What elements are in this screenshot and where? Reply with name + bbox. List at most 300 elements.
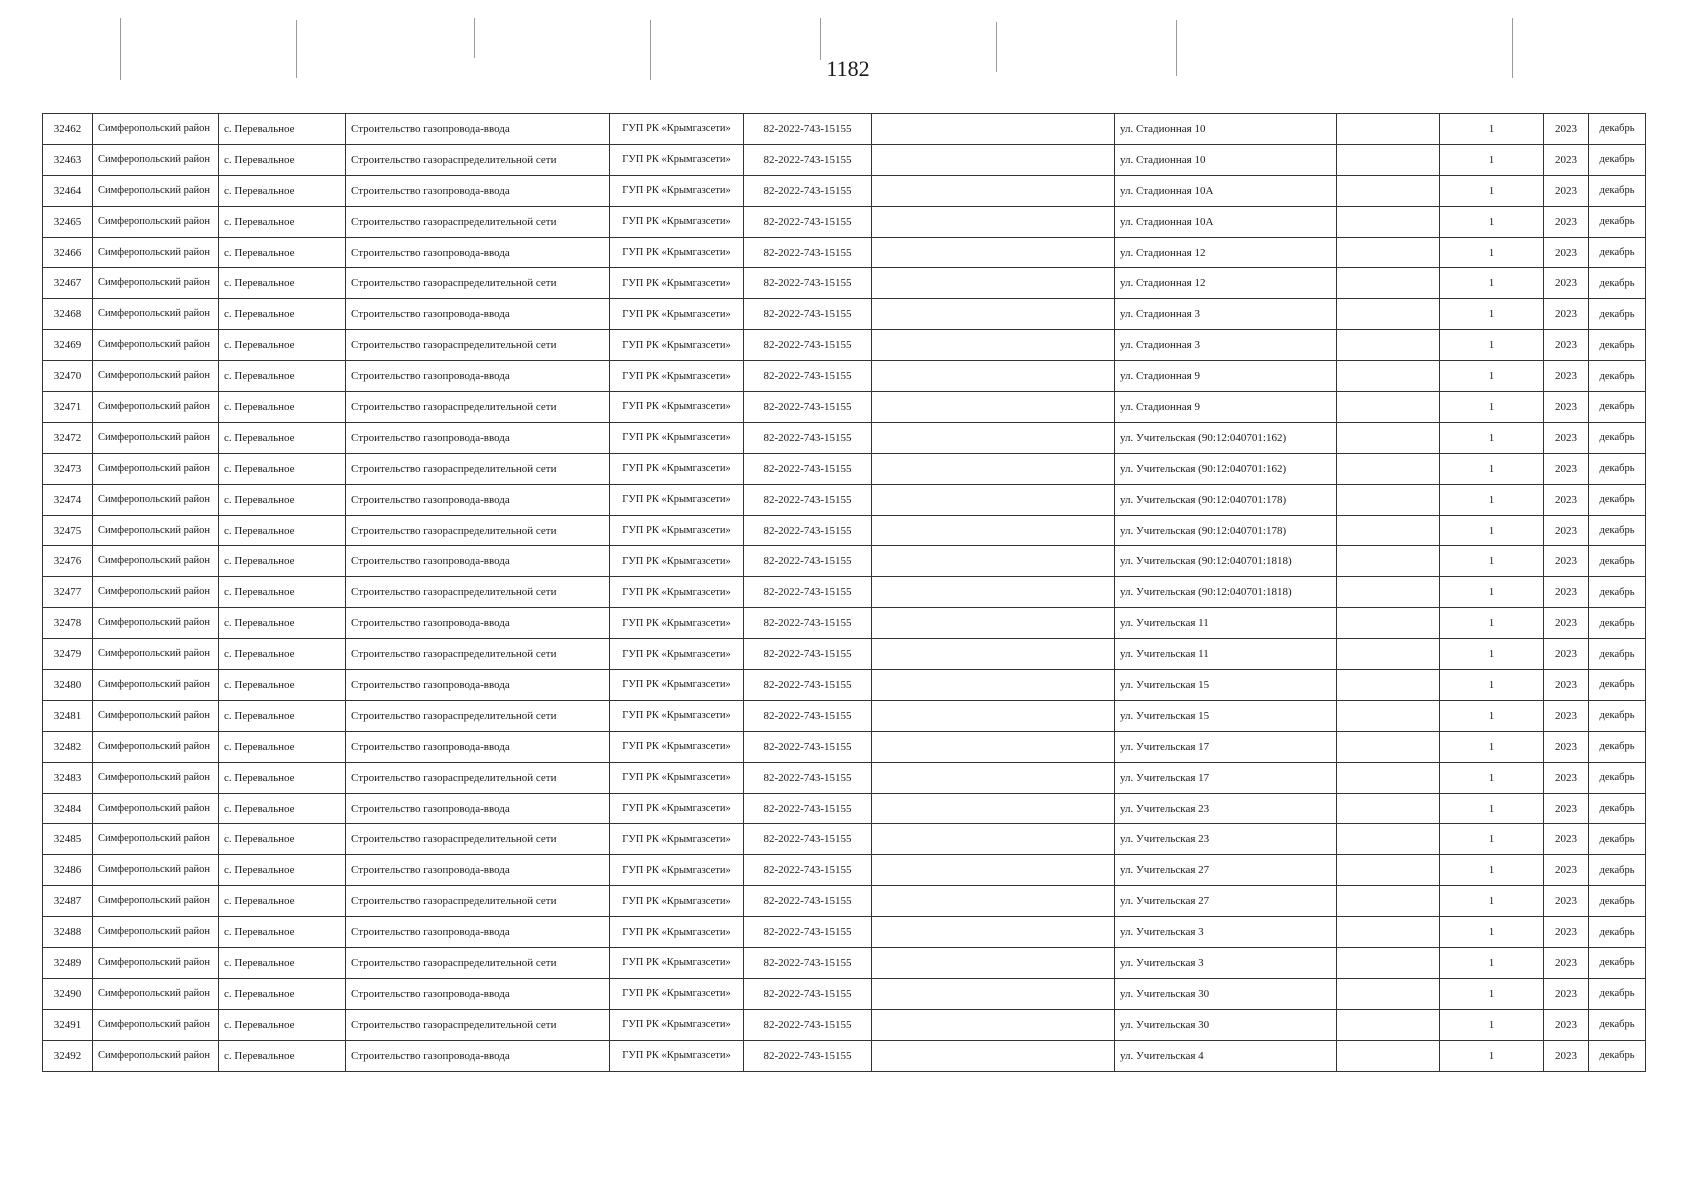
organization-cell: ГУП РК «Крымгазсети» — [610, 608, 744, 639]
year-cell: 2023 — [1544, 978, 1589, 1009]
settlement-cell: с. Перевальное — [219, 392, 346, 423]
year-cell: 2023 — [1544, 700, 1589, 731]
month-cell: декабрь — [1589, 453, 1646, 484]
table-row — [43, 114, 1696, 145]
district-cell: Симферопольский район — [93, 268, 219, 299]
project-code-cell: 82-2022-743-15155 — [744, 824, 872, 855]
address-cell: ул. Стадионная 9 — [1115, 361, 1337, 392]
empty-cell — [872, 978, 1115, 1009]
empty-cell — [1337, 855, 1440, 886]
work-type-cell: Строительство газопровода-ввода — [346, 546, 610, 577]
empty-cell — [872, 793, 1115, 824]
empty-cell — [1337, 824, 1440, 855]
year-cell: 2023 — [1544, 608, 1589, 639]
year-cell: 2023 — [1544, 762, 1589, 793]
district-cell: Симферопольский район — [93, 1040, 219, 1071]
month-cell: декабрь — [1589, 515, 1646, 546]
organization-cell: ГУП РК «Крымгазсети» — [610, 175, 744, 206]
month-cell: декабрь — [1589, 608, 1646, 639]
settlement-cell: с. Перевальное — [219, 361, 346, 392]
address-cell: ул. Учительская 23 — [1115, 793, 1337, 824]
address-cell: ул. Учительская (90:12:040701:162) — [1115, 422, 1337, 453]
organization-cell: ГУП РК «Крымгазсети» — [610, 886, 744, 917]
table-row — [43, 144, 1696, 175]
table-row — [43, 917, 1696, 948]
month-cell: декабрь — [1589, 422, 1646, 453]
settlement-cell: с. Перевальное — [219, 731, 346, 762]
month-cell: декабрь — [1589, 206, 1646, 237]
project-code-cell: 82-2022-743-15155 — [744, 917, 872, 948]
address-cell: ул. Учительская 11 — [1115, 608, 1337, 639]
quantity-cell: 1 — [1440, 639, 1544, 670]
empty-cell — [1337, 515, 1440, 546]
district-cell: Симферопольский район — [93, 793, 219, 824]
project-code-cell: 82-2022-743-15155 — [744, 299, 872, 330]
row-number: 32488 — [43, 917, 93, 948]
address-cell: ул. Учительская 15 — [1115, 670, 1337, 701]
work-type-cell: Строительство газораспределительной сети — [346, 762, 610, 793]
quantity-cell: 1 — [1440, 206, 1544, 237]
year-cell: 2023 — [1544, 731, 1589, 762]
address-cell: ул. Учительская 27 — [1115, 886, 1337, 917]
empty-cell — [1337, 700, 1440, 731]
work-type-cell: Строительство газораспределительной сети — [346, 948, 610, 979]
table-row — [43, 392, 1696, 423]
month-cell: декабрь — [1589, 917, 1646, 948]
organization-cell: ГУП РК «Крымгазсети» — [610, 484, 744, 515]
district-cell: Симферопольский район — [93, 608, 219, 639]
row-number: 32465 — [43, 206, 93, 237]
settlement-cell: с. Перевальное — [219, 1040, 346, 1071]
month-cell: декабрь — [1589, 577, 1646, 608]
month-cell: декабрь — [1589, 299, 1646, 330]
settlement-cell: с. Перевальное — [219, 175, 346, 206]
organization-cell: ГУП РК «Крымгазсети» — [610, 453, 744, 484]
district-cell: Симферопольский район — [93, 330, 219, 361]
row-number: 32467 — [43, 268, 93, 299]
empty-cell — [1337, 1040, 1440, 1071]
page-number: 1182 — [826, 56, 870, 81]
district-cell: Симферопольский район — [93, 422, 219, 453]
year-cell: 2023 — [1544, 392, 1589, 423]
year-cell: 2023 — [1544, 330, 1589, 361]
settlement-cell: с. Перевальное — [219, 917, 346, 948]
empty-cell — [872, 1040, 1115, 1071]
work-type-cell: Строительство газопровода-ввода — [346, 422, 610, 453]
empty-cell — [872, 237, 1115, 268]
district-cell: Симферопольский район — [93, 392, 219, 423]
district-cell: Симферопольский район — [93, 670, 219, 701]
year-cell: 2023 — [1544, 546, 1589, 577]
month-cell: декабрь — [1589, 144, 1646, 175]
empty-cell — [1337, 886, 1440, 917]
month-cell: декабрь — [1589, 237, 1646, 268]
empty-cell — [872, 608, 1115, 639]
year-cell: 2023 — [1544, 917, 1589, 948]
month-cell: декабрь — [1589, 948, 1646, 979]
settlement-cell: с. Перевальное — [219, 237, 346, 268]
month-cell: декабрь — [1589, 824, 1646, 855]
quantity-cell: 1 — [1440, 1009, 1544, 1040]
empty-cell — [872, 361, 1115, 392]
table-row — [43, 1040, 1696, 1071]
organization-cell: ГУП РК «Крымгазсети» — [610, 577, 744, 608]
empty-cell — [1337, 762, 1440, 793]
work-type-cell: Строительство газораспределительной сети — [346, 639, 610, 670]
organization-cell: ГУП РК «Крымгазсети» — [610, 206, 744, 237]
empty-cell — [872, 824, 1115, 855]
empty-cell — [1337, 731, 1440, 762]
month-cell: декабрь — [1589, 546, 1646, 577]
row-number: 32472 — [43, 422, 93, 453]
address-cell: ул. Учительская 30 — [1115, 978, 1337, 1009]
settlement-cell: с. Перевальное — [219, 1009, 346, 1040]
table-row — [43, 299, 1696, 330]
district-cell: Симферопольский район — [93, 824, 219, 855]
district-cell: Симферопольский район — [93, 855, 219, 886]
district-cell: Симферопольский район — [93, 639, 219, 670]
organization-cell: ГУП РК «Крымгазсети» — [610, 237, 744, 268]
row-number: 32484 — [43, 793, 93, 824]
year-cell: 2023 — [1544, 1009, 1589, 1040]
table-row — [43, 731, 1696, 762]
empty-cell — [872, 917, 1115, 948]
address-cell: ул. Стадионная 12 — [1115, 237, 1337, 268]
row-number: 32481 — [43, 700, 93, 731]
year-cell: 2023 — [1544, 453, 1589, 484]
month-cell: декабрь — [1589, 855, 1646, 886]
year-cell: 2023 — [1544, 948, 1589, 979]
empty-cell — [872, 762, 1115, 793]
empty-cell — [1337, 268, 1440, 299]
empty-cell — [1337, 299, 1440, 330]
row-number: 32486 — [43, 855, 93, 886]
organization-cell: ГУП РК «Крымгазсети» — [610, 1040, 744, 1071]
row-number: 32482 — [43, 731, 93, 762]
empty-cell — [1337, 670, 1440, 701]
quantity-cell: 1 — [1440, 886, 1544, 917]
project-code-cell: 82-2022-743-15155 — [744, 793, 872, 824]
district-cell: Симферопольский район — [93, 237, 219, 268]
year-cell: 2023 — [1544, 206, 1589, 237]
month-cell: декабрь — [1589, 114, 1646, 145]
table-row — [43, 330, 1696, 361]
year-cell: 2023 — [1544, 793, 1589, 824]
settlement-cell: с. Перевальное — [219, 546, 346, 577]
address-cell: ул. Учительская (90:12:040701:178) — [1115, 515, 1337, 546]
table-row — [43, 793, 1696, 824]
work-type-cell: Строительство газораспределительной сети — [346, 1009, 610, 1040]
project-code-cell: 82-2022-743-15155 — [744, 762, 872, 793]
project-code-cell: 82-2022-743-15155 — [744, 144, 872, 175]
address-cell: ул. Учительская 17 — [1115, 731, 1337, 762]
organization-cell: ГУП РК «Крымгазсети» — [610, 422, 744, 453]
organization-cell: ГУП РК «Крымгазсети» — [610, 978, 744, 1009]
table-row — [43, 824, 1696, 855]
settlement-cell: с. Перевальное — [219, 453, 346, 484]
quantity-cell: 1 — [1440, 299, 1544, 330]
organization-cell: ГУП РК «Крымгазсети» — [610, 515, 744, 546]
project-code-cell: 82-2022-743-15155 — [744, 670, 872, 701]
year-cell: 2023 — [1544, 577, 1589, 608]
table-row — [43, 484, 1696, 515]
empty-cell — [1337, 361, 1440, 392]
organization-cell: ГУП РК «Крымгазсети» — [610, 762, 744, 793]
quantity-cell: 1 — [1440, 268, 1544, 299]
settlement-cell: с. Перевальное — [219, 855, 346, 886]
settlement-cell: с. Перевальное — [219, 299, 346, 330]
table-row — [43, 670, 1696, 701]
empty-cell — [872, 731, 1115, 762]
quantity-cell: 1 — [1440, 917, 1544, 948]
month-cell: декабрь — [1589, 392, 1646, 423]
quantity-cell: 1 — [1440, 361, 1544, 392]
quantity-cell: 1 — [1440, 608, 1544, 639]
empty-cell — [872, 1009, 1115, 1040]
row-number: 32485 — [43, 824, 93, 855]
empty-cell — [1337, 546, 1440, 577]
row-number: 32474 — [43, 484, 93, 515]
quantity-cell: 1 — [1440, 546, 1544, 577]
address-cell: ул. Учительская 3 — [1115, 917, 1337, 948]
organization-cell: ГУП РК «Крымгазсети» — [610, 731, 744, 762]
district-cell: Симферопольский район — [93, 731, 219, 762]
empty-cell — [1337, 237, 1440, 268]
project-code-cell: 82-2022-743-15155 — [744, 608, 872, 639]
row-number: 32471 — [43, 392, 93, 423]
month-cell: декабрь — [1589, 700, 1646, 731]
empty-cell — [872, 546, 1115, 577]
settlement-cell: с. Перевальное — [219, 948, 346, 979]
quantity-cell: 1 — [1440, 670, 1544, 701]
project-code-cell: 82-2022-743-15155 — [744, 731, 872, 762]
address-cell: ул. Учительская 23 — [1115, 824, 1337, 855]
year-cell: 2023 — [1544, 175, 1589, 206]
project-code-cell: 82-2022-743-15155 — [744, 484, 872, 515]
settlement-cell: с. Перевальное — [219, 700, 346, 731]
quantity-cell: 1 — [1440, 144, 1544, 175]
work-type-cell: Строительство газопровода-ввода — [346, 484, 610, 515]
empty-cell — [872, 206, 1115, 237]
address-cell: ул. Учительская 4 — [1115, 1040, 1337, 1071]
table-row — [43, 361, 1696, 392]
district-cell: Симферопольский район — [93, 453, 219, 484]
district-cell: Симферопольский район — [93, 515, 219, 546]
project-code-cell: 82-2022-743-15155 — [744, 515, 872, 546]
settlement-cell: с. Перевальное — [219, 886, 346, 917]
row-number: 32475 — [43, 515, 93, 546]
settlement-cell: с. Перевальное — [219, 144, 346, 175]
district-cell: Симферопольский район — [93, 948, 219, 979]
settlement-cell: с. Перевальное — [219, 206, 346, 237]
empty-cell — [1337, 206, 1440, 237]
row-number: 32491 — [43, 1009, 93, 1040]
quantity-cell: 1 — [1440, 793, 1544, 824]
empty-cell — [1337, 577, 1440, 608]
table-row — [43, 1009, 1696, 1040]
empty-cell — [1337, 175, 1440, 206]
registry-body — [43, 114, 1696, 1072]
table-row — [43, 206, 1696, 237]
table-row — [43, 268, 1696, 299]
empty-cell — [872, 948, 1115, 979]
row-number: 32489 — [43, 948, 93, 979]
year-cell: 2023 — [1544, 824, 1589, 855]
project-code-cell: 82-2022-743-15155 — [744, 639, 872, 670]
address-cell: ул. Учительская 11 — [1115, 639, 1337, 670]
table-row — [43, 422, 1696, 453]
empty-cell — [872, 700, 1115, 731]
table-row — [43, 762, 1696, 793]
organization-cell: ГУП РК «Крымгазсети» — [610, 793, 744, 824]
month-cell: декабрь — [1589, 330, 1646, 361]
empty-cell — [872, 453, 1115, 484]
address-cell: ул. Учительская (90:12:040701:178) — [1115, 484, 1337, 515]
table-row — [43, 978, 1696, 1009]
district-cell: Симферопольский район — [93, 484, 219, 515]
empty-cell — [1337, 608, 1440, 639]
organization-cell: ГУП РК «Крымгазсети» — [610, 700, 744, 731]
work-type-cell: Строительство газораспределительной сети — [346, 392, 610, 423]
empty-cell — [872, 855, 1115, 886]
quantity-cell: 1 — [1440, 577, 1544, 608]
quantity-cell: 1 — [1440, 237, 1544, 268]
row-number: 32476 — [43, 546, 93, 577]
district-cell: Симферопольский район — [93, 361, 219, 392]
row-number: 32492 — [43, 1040, 93, 1071]
month-cell: декабрь — [1589, 361, 1646, 392]
quantity-cell: 1 — [1440, 484, 1544, 515]
empty-cell — [872, 299, 1115, 330]
empty-cell — [1337, 978, 1440, 1009]
address-cell: ул. Учительская (90:12:040701:162) — [1115, 453, 1337, 484]
table-row — [43, 237, 1696, 268]
project-code-cell: 82-2022-743-15155 — [744, 978, 872, 1009]
empty-cell — [1337, 392, 1440, 423]
row-number: 32463 — [43, 144, 93, 175]
row-number: 32478 — [43, 608, 93, 639]
table-row — [43, 855, 1696, 886]
settlement-cell: с. Перевальное — [219, 515, 346, 546]
organization-cell: ГУП РК «Крымгазсети» — [610, 114, 744, 145]
year-cell: 2023 — [1544, 144, 1589, 175]
empty-cell — [872, 175, 1115, 206]
settlement-cell: с. Перевальное — [219, 639, 346, 670]
district-cell: Симферопольский район — [93, 762, 219, 793]
empty-cell — [872, 422, 1115, 453]
table-row — [43, 453, 1696, 484]
project-code-cell: 82-2022-743-15155 — [744, 546, 872, 577]
organization-cell: ГУП РК «Крымгазсети» — [610, 299, 744, 330]
month-cell: декабрь — [1589, 670, 1646, 701]
row-number: 32469 — [43, 330, 93, 361]
project-code-cell: 82-2022-743-15155 — [744, 577, 872, 608]
work-type-cell: Строительство газопровода-ввода — [346, 855, 610, 886]
row-number: 32479 — [43, 639, 93, 670]
project-code-cell: 82-2022-743-15155 — [744, 206, 872, 237]
year-cell: 2023 — [1544, 855, 1589, 886]
organization-cell: ГУП РК «Крымгазсети» — [610, 330, 744, 361]
address-cell: ул. Стадионная 9 — [1115, 392, 1337, 423]
project-code-cell: 82-2022-743-15155 — [744, 700, 872, 731]
year-cell: 2023 — [1544, 515, 1589, 546]
row-number: 32464 — [43, 175, 93, 206]
project-code-cell: 82-2022-743-15155 — [744, 453, 872, 484]
empty-cell — [872, 886, 1115, 917]
row-number: 32468 — [43, 299, 93, 330]
work-type-cell: Строительство газораспределительной сети — [346, 144, 610, 175]
organization-cell: ГУП РК «Крымгазсети» — [610, 855, 744, 886]
work-type-cell: Строительство газопровода-ввода — [346, 917, 610, 948]
empty-cell — [1337, 793, 1440, 824]
quantity-cell: 1 — [1440, 855, 1544, 886]
scan-artifact — [820, 18, 821, 60]
month-cell: декабрь — [1589, 175, 1646, 206]
year-cell: 2023 — [1544, 299, 1589, 330]
settlement-cell: с. Перевальное — [219, 824, 346, 855]
project-code-cell: 82-2022-743-15155 — [744, 175, 872, 206]
year-cell: 2023 — [1544, 484, 1589, 515]
row-number: 32477 — [43, 577, 93, 608]
address-cell: ул. Учительская 17 — [1115, 762, 1337, 793]
empty-cell — [872, 670, 1115, 701]
year-cell: 2023 — [1544, 639, 1589, 670]
empty-cell — [1337, 917, 1440, 948]
address-cell: ул. Стадионная 10 — [1115, 114, 1337, 145]
table-row — [43, 515, 1696, 546]
empty-cell — [1337, 422, 1440, 453]
settlement-cell: с. Перевальное — [219, 608, 346, 639]
year-cell: 2023 — [1544, 422, 1589, 453]
settlement-cell: с. Перевальное — [219, 114, 346, 145]
empty-cell — [872, 577, 1115, 608]
row-number: 32473 — [43, 453, 93, 484]
project-code-cell: 82-2022-743-15155 — [744, 237, 872, 268]
work-type-cell: Строительство газораспределительной сети — [346, 824, 610, 855]
row-number: 32462 — [43, 114, 93, 145]
address-cell: ул. Учительская (90:12:040701:1818) — [1115, 546, 1337, 577]
settlement-cell: с. Перевальное — [219, 978, 346, 1009]
year-cell: 2023 — [1544, 114, 1589, 145]
work-type-cell: Строительство газораспределительной сети — [346, 577, 610, 608]
district-cell: Симферопольский район — [93, 700, 219, 731]
project-code-cell: 82-2022-743-15155 — [744, 330, 872, 361]
district-cell: Симферопольский район — [93, 886, 219, 917]
registry-table — [42, 113, 1696, 1072]
settlement-cell: с. Перевальное — [219, 484, 346, 515]
empty-cell — [1337, 144, 1440, 175]
organization-cell: ГУП РК «Крымгазсети» — [610, 824, 744, 855]
month-cell: декабрь — [1589, 1009, 1646, 1040]
empty-cell — [872, 639, 1115, 670]
quantity-cell: 1 — [1440, 422, 1544, 453]
empty-cell — [872, 144, 1115, 175]
work-type-cell: Строительство газопровода-ввода — [346, 114, 610, 145]
table-row — [43, 577, 1696, 608]
empty-cell — [872, 515, 1115, 546]
organization-cell: ГУП РК «Крымгазсети» — [610, 639, 744, 670]
project-code-cell: 82-2022-743-15155 — [744, 855, 872, 886]
table-row — [43, 639, 1696, 670]
work-type-cell: Строительство газопровода-ввода — [346, 793, 610, 824]
row-number: 32466 — [43, 237, 93, 268]
empty-cell — [1337, 114, 1440, 145]
quantity-cell: 1 — [1440, 175, 1544, 206]
organization-cell: ГУП РК «Крымгазсети» — [610, 670, 744, 701]
empty-cell — [872, 392, 1115, 423]
quantity-cell: 1 — [1440, 978, 1544, 1009]
quantity-cell: 1 — [1440, 824, 1544, 855]
